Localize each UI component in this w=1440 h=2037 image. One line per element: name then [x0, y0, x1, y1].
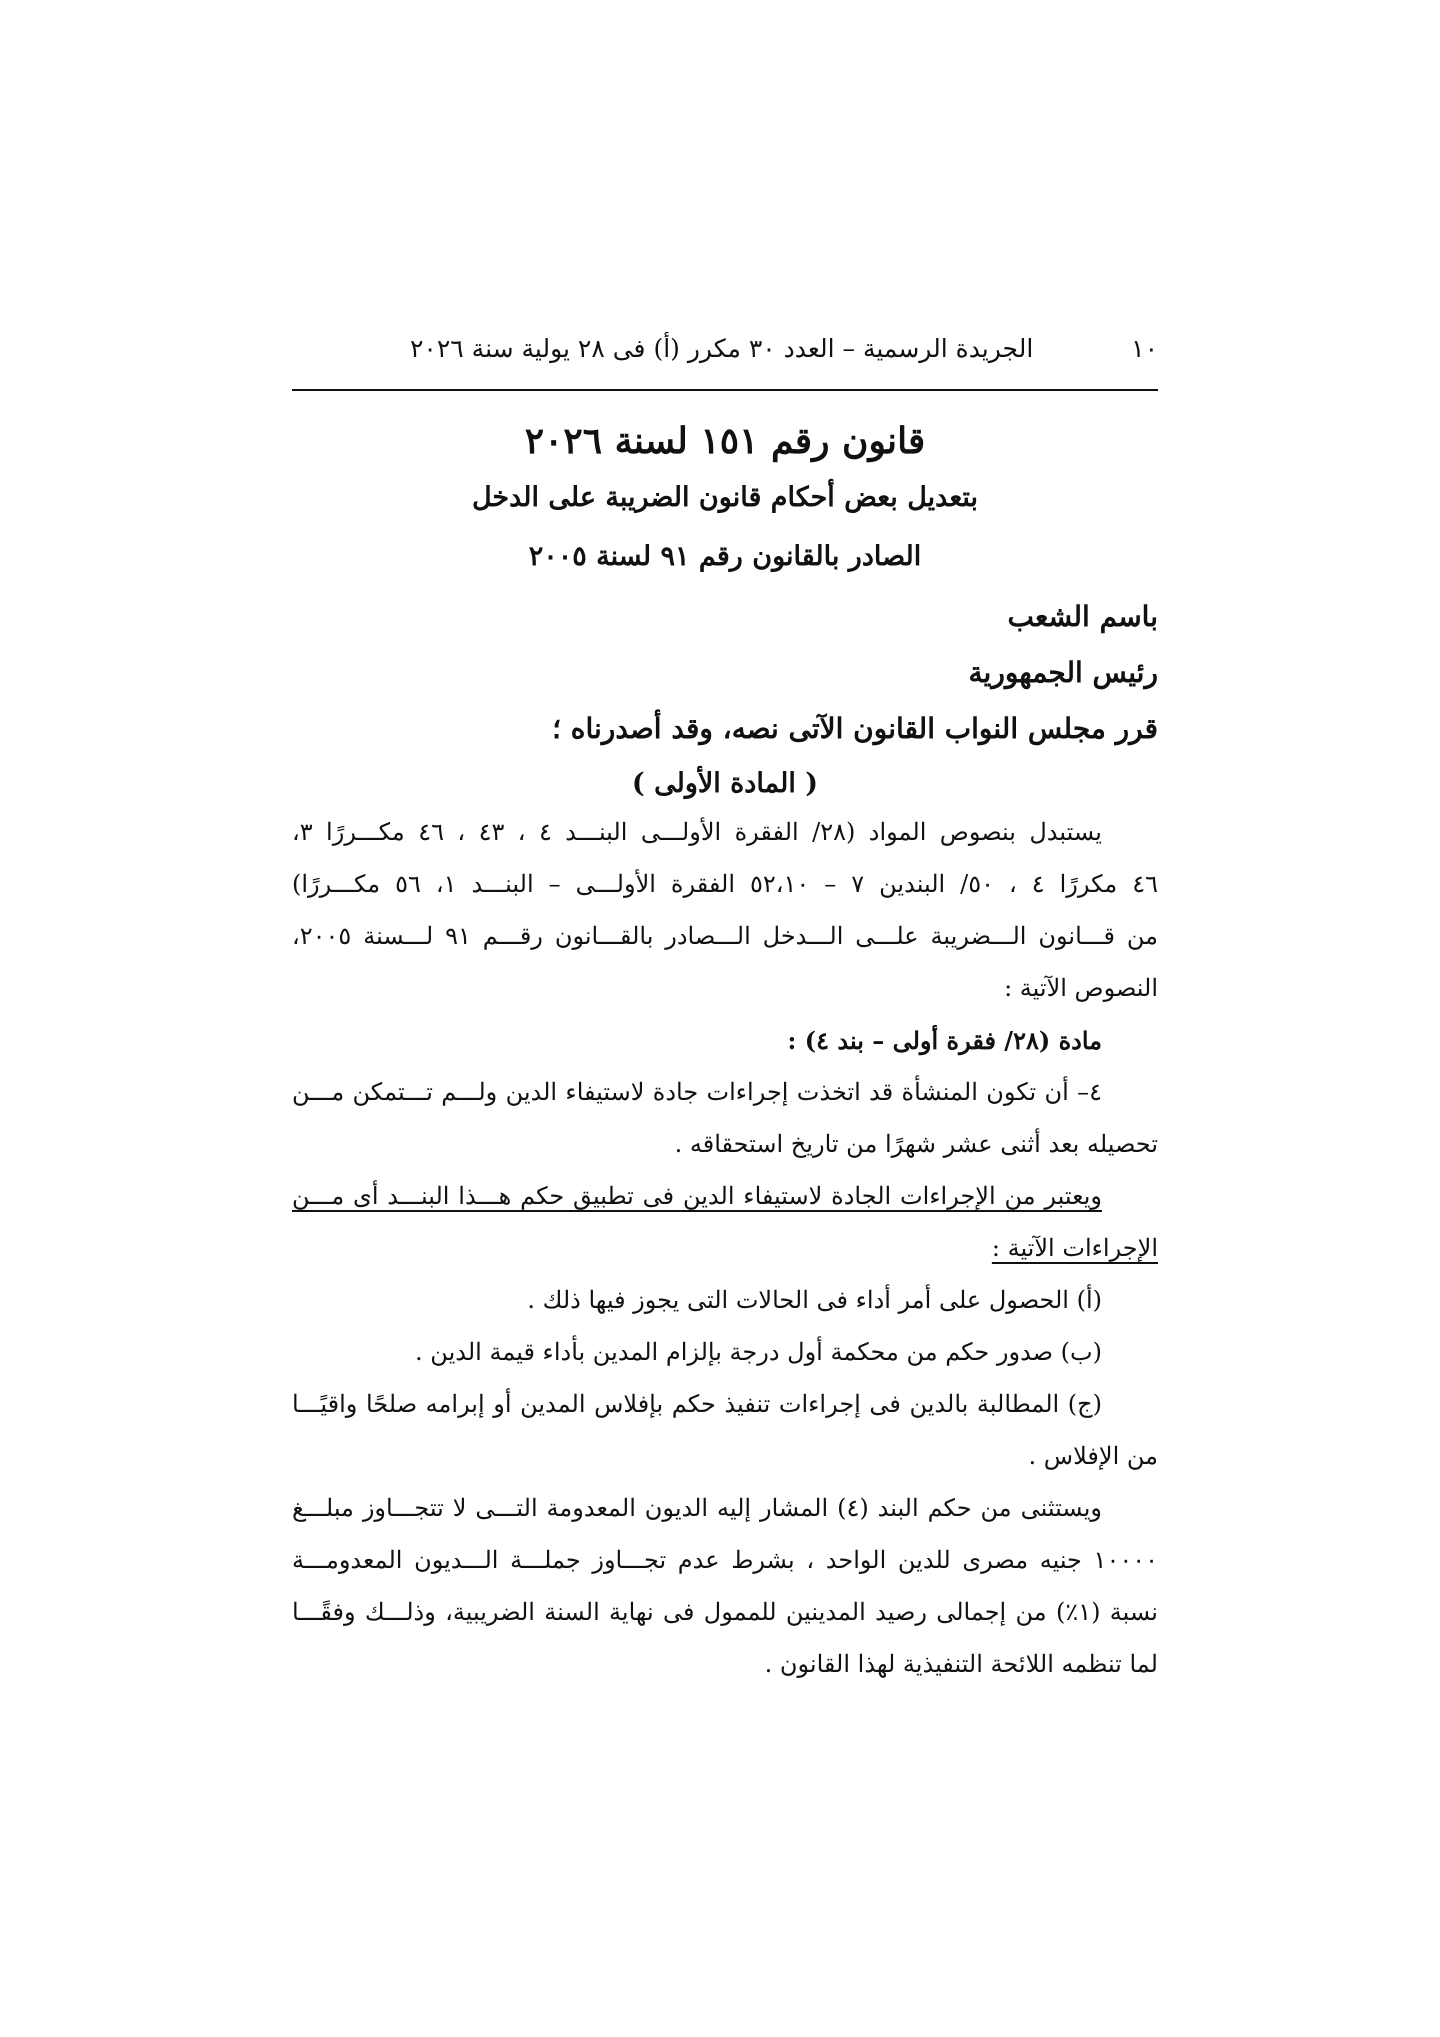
measure-c-cont: من الإفلاس .: [1028, 1442, 1158, 1470]
measure-a: (أ) الحصول على أمر أداء فى الحالات التى يجوز فيها ذلك .: [527, 1286, 1102, 1314]
law-subtitle-2: الصادر بالقانون رقم ٩١ لسنة ٢٠٠٥: [528, 541, 922, 572]
page-header: [292, 330, 1158, 390]
underlined-line: ويعتبر من الإجراءات الجادة لاستيفاء الدين فى تطبيق حكم هـــذا البنـــد أى مـــن: [292, 1182, 1102, 1210]
exception-line: لما تنظمه اللائحة التنفيذية لهذا القانون .: [764, 1650, 1158, 1678]
law-title: قانون رقم ١٥١ لسنة ٢٠٢٦: [524, 420, 926, 462]
decree-line: قرر مجلس النواب القانون الآتى نصه، وقد أصدرناه ؛: [552, 712, 1158, 745]
article-1-line: يستبدل بنصوص المواد (٢٨/ الفقرة الأولـــى البنـــد ٤ ، ٤٣ ، ٤٦ مكـــررًا ٣،: [292, 818, 1102, 846]
measure-c: (ج) المطالبة بالدين فى إجراءات تنفيذ حكم بإفلاس المدين أو إبرامه صلحًا واقيًـــا: [292, 1390, 1102, 1418]
article-1-line: النصوص الآتية :: [1004, 974, 1158, 1002]
page-number: ١٠: [1131, 334, 1158, 363]
underlined-text: الإجراءات الآتية :: [991, 1234, 1158, 1262]
article-1-line: ٤٦ مكررًا ٤ ، ٥٠/ البندين ٧ – ٥٢،١٠ الفقرة الأولـــى – البنـــد ١، ٥٦ مكـــررًا): [292, 870, 1159, 898]
item-4-line: ٤– أن تكون المنشأة قد اتخذت إجراءات جادة لاستيفاء الدين ولـــم تـــتمكن مـــن: [292, 1078, 1102, 1106]
sub-article-heading: مادة (٢٨/ فقرة أولى – بند ٤) :: [787, 1026, 1102, 1055]
header-text: الجريدة الرسمية – العدد ٣٠ مكرر (أ) فى ٢٨ يولية سنة ٢٠٢٦: [410, 334, 1034, 363]
header-rule: [292, 389, 1158, 391]
article-1-line: من قـــانون الـــضريبة علـــى الـــدخل الـــصادر بالقـــانون رقـــم ٩١ لـــسنة ٢٠٠٥،: [292, 922, 1158, 950]
exception-line: ويستثنى من حكم البند (٤) المشار إليه الديون المعدومة التـــى لا تتجـــاوز مبلـــغ: [292, 1494, 1102, 1522]
measure-b: (ب) صدور حكم من محكمة أول درجة بإلزام المدين بأداء قيمة الدين .: [415, 1338, 1102, 1366]
law-subtitle-1: بتعديل بعض أحكام قانون الضريبة على الدخل: [471, 482, 979, 513]
in-name-of-people: باسم الشعب: [1007, 600, 1158, 633]
article-1-heading: ( المادة الأولى ): [631, 768, 819, 799]
exception-line: ١٠٠٠٠ جنيه مصرى للدين الواحد ، بشرط عدم تجـــاوز جملـــة الـــديون المعدومـــة: [292, 1546, 1158, 1574]
item-4-line: تحصيله بعد أثنى عشر شهرًا من تاريخ استحقاقه .: [674, 1130, 1158, 1158]
president-line: رئيس الجمهورية: [968, 656, 1158, 689]
exception-line: نسبة (١٪) من إجمالى رصيد المدينين للممول فى نهاية السنة الضريبية، وذلـــك وفقًـــا: [292, 1598, 1158, 1626]
underlined-line-wrap: [292, 1234, 1158, 1262]
